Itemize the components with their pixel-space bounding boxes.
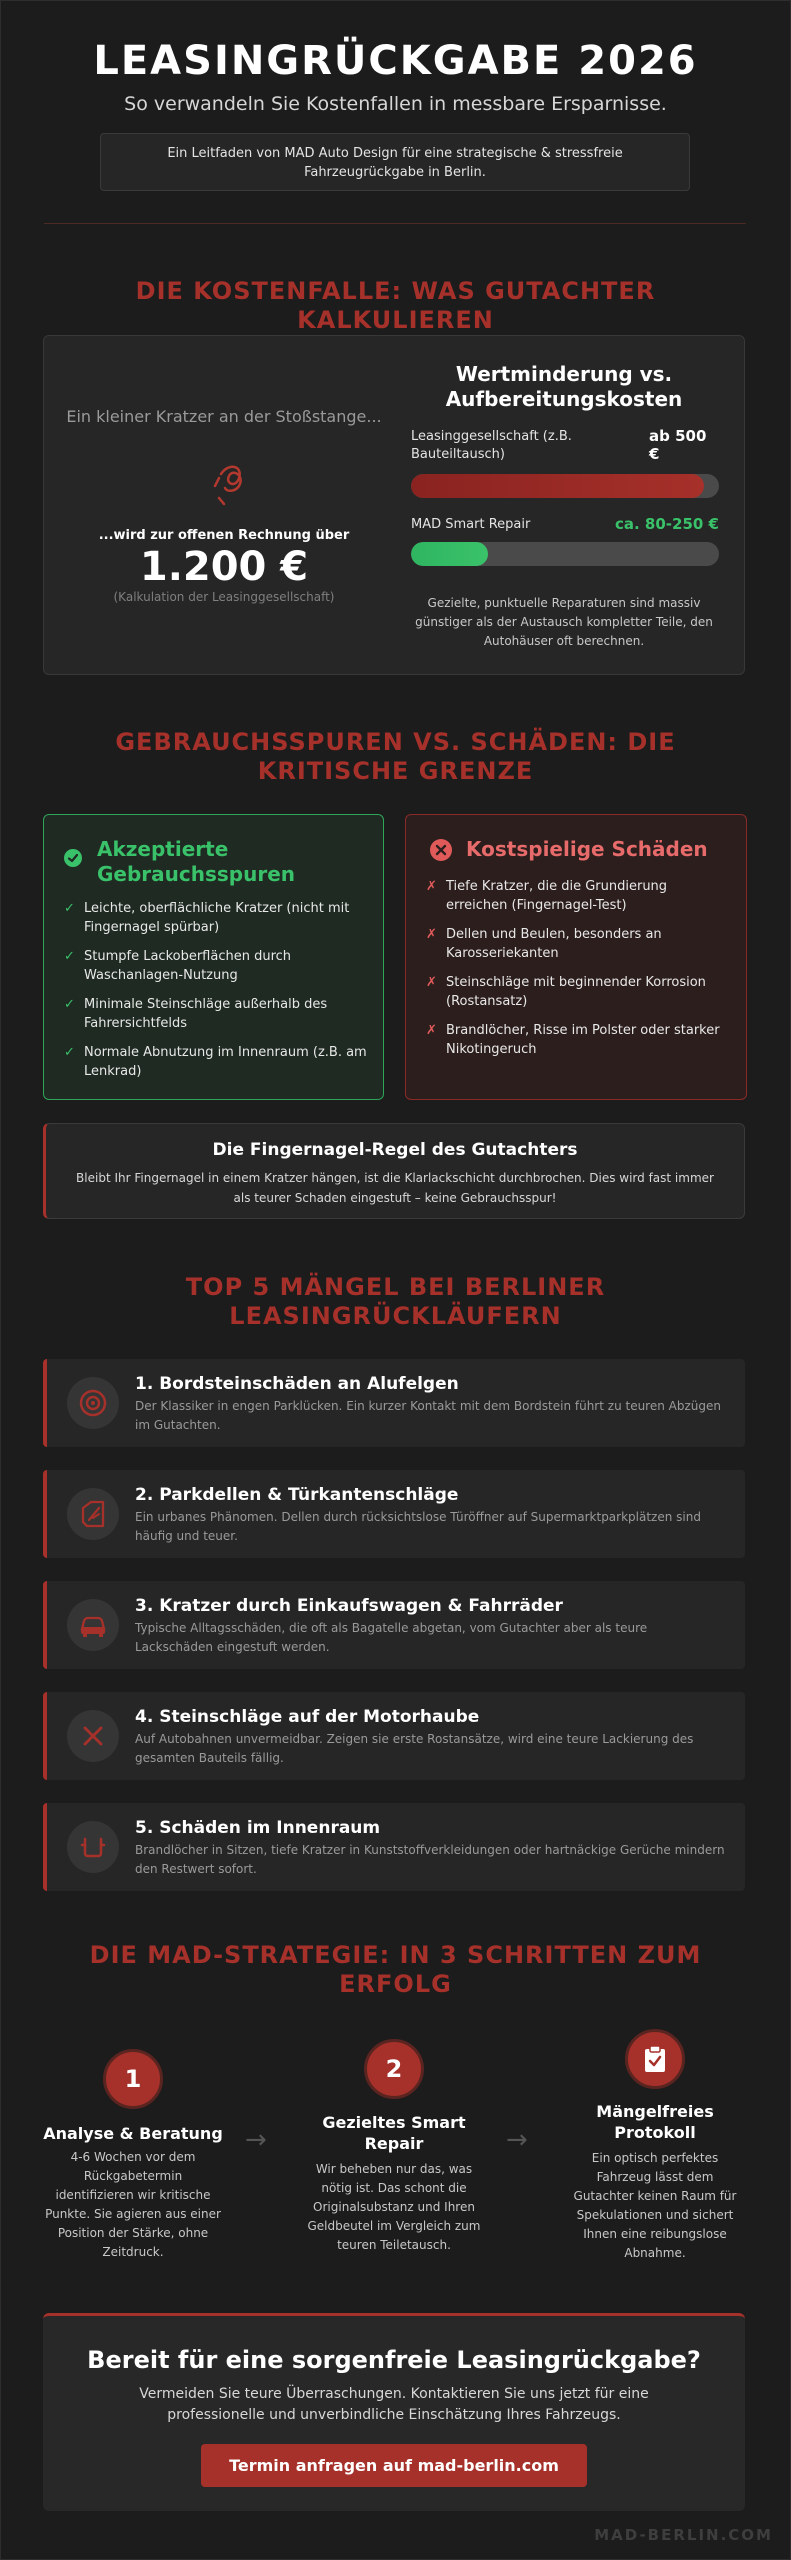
accepted-item: ✓ Normale Abnutzung im Innenraum (z.B. am Lenkrad) [64,1045,367,1079]
defect-text: Der Klassiker in engen Parklücken. Ein kurzer Kontakt mit dem Bordstein führt zu teuren Abzügen im Gutachten. [135,1399,721,1432]
cta-text: Vermeiden Sie teure Überraschungen. Kontaktieren Sie uns jetzt für eine professionelle und unverbindliche Einschätzung Ihres Fahrzeugs. [139,2386,649,2423]
defect-title: 4. Steinschläge auf der Motorhaube [135,1707,480,1727]
step-text: Ein optisch perfektes Fahrzeug lässt dem Gutachter keinen Raum für Spekulationen und sichert Ihnen eine reibungslose Abnahme. [573,2151,737,2260]
defect-text: Typische Alltagsschäden, die oft als Bagatelle abgetan, vom Gutachter aber als teure Lackschäden eingestuft werden. [135,1621,648,1654]
comparison-note: Gezielte, punktuelle Reparaturen sind massiv günstiger als der Austausch kompletter Teile, den Autohäuser oft berechnen. [415,596,713,648]
clipboard-check-icon [643,2045,667,2077]
bar-value-leasing: ab 500 € [649,427,707,463]
step-text: Wir beheben nur das, was nötig ist. Das schont die Originalsubstanz und Ihren Geldbeutel im Vergleich zum teuren Teiletausch. [307,2162,481,2252]
bar-value-mad: ca. 80-250 € [614,515,719,533]
step-title: Gezieltes Smart Repair [322,2113,466,2153]
step-text: 4-6 Wochen vor dem Rückgabetermin identifizieren wir kritische Punkte. Sie agieren aus einer Position der Stärke, ohne Zeitdruck. [45,2150,221,2259]
arrow-right-icon: → [506,2125,528,2155]
defect-item [43,1359,745,1447]
costly-damage-title: Kostspielige Schäden [466,837,708,861]
impact-icon [67,1710,119,1762]
header-divider [44,223,746,224]
bar-label-leasing: Leasinggesellschaft (z.B. Bauteiltausch) [411,429,572,462]
bar-track-leasing [411,474,719,498]
bill-note: (Kalkulation der Leasinggesellschaft) [113,590,335,604]
accepted-item: ✓ Stumpfe Lackoberflächen durch Waschanlagen-Nutzung [64,949,292,983]
defect-text: Brandlöcher in Sitzen, tiefe Kratzer in Kunststoffverkleidungen oder hartnäckige Gerüche mindern den Restwert sofort. [135,1843,725,1876]
defect-title: 5. Schäden im Innenraum [135,1818,381,1838]
page-title: LEASINGRÜCKGABE 2026 [93,38,698,84]
step-circle [364,2039,424,2099]
defect-item [43,1581,745,1669]
comparison-title: Wertminderung vs. Aufbereitungskosten [445,362,683,411]
step-title: Analyse & Beratung [43,2124,223,2143]
arrow-right-icon: → [245,2125,267,2155]
accepted-wear-card [43,814,384,1100]
cost-trap-title: DIE KOSTENFALLE: WAS GUTACHTER KALKULIEREN [135,277,656,334]
cta-card [43,2313,745,2511]
damage-item: ✗ Tiefe Kratzer, die die Grundierung erreichen (Fingernagel-Test) [426,879,668,913]
accepted-wear-title: Akzeptierte Gebrauchsspuren [97,837,296,886]
defect-title: 3. Kratzer durch Einkaufswagen & Fahrräder [135,1596,563,1616]
top5-title: TOP 5 MÄNGEL BEI BERLINER LEASINGRÜCKLÄUFERN [185,1273,606,1330]
footer-brand: MAD-BERLIN.COM [594,2526,773,2544]
defect-item [43,1803,745,1891]
check-circle-icon [64,849,82,871]
step-number: 1 [124,2065,142,2093]
defect-item [43,1692,745,1780]
costly-damage-card [405,814,747,1100]
accepted-item: ✓ Leichte, oberflächliche Kratzer (nicht mit Fingernagel spürbar) [64,901,350,935]
wheel-icon [67,1377,119,1429]
car-icon [67,1599,119,1651]
seat-icon [67,1821,119,1873]
bar-track-mad [411,542,719,566]
cost-trap-card [43,335,745,675]
fingernail-rule-title: Die Fingernagel-Regel des Gutachters [212,1140,578,1160]
intro-box: Ein Leitfaden von MAD Auto Design für eine strategische & stressfreie Fahrzeugrückgabe in Berlin. [100,133,690,191]
x-circle-icon [430,839,452,865]
defect-text: Ein urbanes Phänomen. Dellen durch rücksichtslose Türöffner auf Supermarktparkplätzen sind häufig und teuer. [135,1510,701,1543]
appointment-button[interactable]: Termin anfragen auf mad-berlin.com [201,2444,587,2487]
accepted-item: ✓ Minimale Steinschläge außerhalb des Fahrersichtfelds [64,997,328,1031]
defect-title: 2. Parkdellen & Türkantenschläge [135,1485,459,1505]
cta-title: Bereit für eine sorgenfreie Leasingrückgabe? [87,2346,701,2374]
step-circle [103,2049,163,2109]
damage-item: ✗ Dellen und Beulen, besonders an Karosseriekanten [426,927,662,961]
bar-fill-leasing [411,474,704,498]
strategy-title: DIE MAD-STRATEGIE: IN 3 SCHRITTEN ZUM ERFOLG [89,1941,702,1998]
wear-damage-title: GEBRAUCHSSPUREN VS. SCHÄDEN: DIE KRITISCHE GRENZE [115,728,676,785]
fingernail-rule-card [43,1123,745,1219]
scratch-label: Ein kleiner Kratzer an der Stoßstange... [66,407,382,426]
step-circle [625,2029,685,2089]
bar-label-mad: MAD Smart Repair [411,517,531,532]
damage-item: ✗ Brandlöcher, Risse im Polster oder starker Nikotingeruch [426,1023,720,1057]
step-title: Mängelfreies Protokoll [596,2102,714,2142]
defect-title: 1. Bordsteinschäden an Alufelgen [135,1374,459,1394]
door-dent-icon [67,1488,119,1540]
scratch-icon [199,458,259,512]
damage-item: ✗ Steinschläge mit beginnender Korrosion (Rostansatz) [426,975,706,1009]
defect-text: Auf Autobahnen unvermeidbar. Zeigen sie erste Rostansätze, wird eine teure Lackierung des gesamten Bauteils fällig. [135,1732,694,1765]
bill-amount: 1.200 € [139,544,309,590]
bar-fill-mad [411,542,488,566]
defect-item [43,1470,745,1558]
fingernail-rule-text: Bleibt Ihr Fingernagel in einem Kratzer hängen, ist die Klarlackschicht durchbrochen. Dies wird fast immer als teurer Schaden eingestuft – keine Gebrauchsspur! [76,1171,714,1205]
bill-label: ...wird zur offenen Rechnung über [98,528,350,543]
step-number: 2 [385,2055,403,2083]
page-subtitle: So verwandeln Sie Kostenfallen in messbare Ersparnisse. [124,93,667,115]
